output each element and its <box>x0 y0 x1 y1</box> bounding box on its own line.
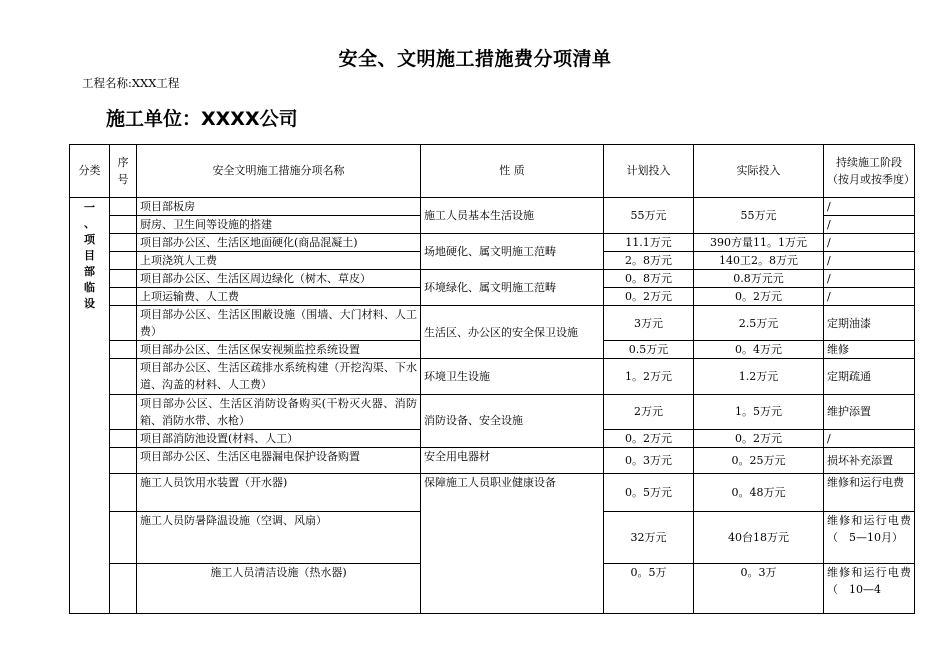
planned-cell: 32万元 <box>604 511 694 563</box>
seq-cell <box>110 288 137 306</box>
name-cell: 上项浇筑人工费 <box>137 252 421 270</box>
name-cell: 项目部办公区、生活区保安视频监控系统设置 <box>137 341 421 359</box>
stage-cell: 定期疏通 <box>824 359 915 394</box>
project-name: 工程名称:XXX工程 <box>82 76 180 90</box>
header-category: 分类 <box>70 145 110 198</box>
measures-table <box>69 144 922 614</box>
actual-cell: 0。4万元 <box>694 341 824 359</box>
stage-cell: 维护添置 <box>824 394 915 429</box>
name-cell: 项目部办公区、生活区围蔽设施（围墙、大门材料、人工费） <box>137 306 421 341</box>
stage-cell: / <box>824 252 915 270</box>
seq-cell <box>110 252 137 270</box>
nature-cell: 安全用电器材 <box>421 447 604 473</box>
stage-cell: 损坏补充添置 <box>824 447 915 473</box>
nature-cell: 保障施工人员职业健康设备 <box>421 473 604 613</box>
category-cell <box>70 198 110 614</box>
name-cell: 项目部办公区、生活区周边绿化（树木、草皮） <box>137 270 421 288</box>
contractor-name: 施工单位：XXXX公司 <box>106 108 298 130</box>
table-header-row <box>70 145 915 198</box>
name-cell: 施工人员防暑降温设施（空调、风扇） <box>137 511 421 563</box>
nature-cell: 施工人员基本生活设施 <box>421 198 604 234</box>
nature-cell: 消防设备、安全设施 <box>421 394 604 447</box>
name-cell: 项目部办公区、生活区地面硬化(商品混凝土) <box>137 234 421 252</box>
header-stage: 持续施工阶段（按月或按季度） <box>824 145 915 198</box>
seq-cell <box>110 234 137 252</box>
stage-cell: / <box>824 234 915 252</box>
planned-cell: 0.5万元 <box>604 341 694 359</box>
planned-cell: 0。2万元 <box>604 288 694 306</box>
seq-cell <box>110 341 137 359</box>
header-actual: 实际投入 <box>694 145 824 198</box>
name-cell: 项目部办公区、生活区消防设备购买(干粉灭火器、消防箱、消防水带、水枪） <box>137 394 421 429</box>
table-row <box>70 234 915 252</box>
planned-cell: 3万元 <box>604 306 694 341</box>
category-char: 部 <box>84 264 95 278</box>
planned-cell: 2。8万元 <box>604 252 694 270</box>
table-row <box>70 394 915 429</box>
stage-cell: / <box>824 288 915 306</box>
table-row <box>70 306 915 341</box>
seq-cell <box>110 359 137 394</box>
header-nature: 性 质 <box>421 145 604 198</box>
planned-cell: 11.1万元 <box>604 234 694 252</box>
name-cell: 施工人员饮用水装置（开水器) <box>137 473 421 511</box>
actual-cell: 390方量11。1万元 <box>694 234 824 252</box>
seq-cell <box>110 198 137 216</box>
actual-cell: 1.2万元 <box>694 359 824 394</box>
stage-cell: 维修和运行电费 （ 5—10月） <box>824 511 915 563</box>
planned-cell: 2万元 <box>604 394 694 429</box>
planned-cell: 0。2万元 <box>604 429 694 447</box>
planned-cell: 0。5万 <box>604 563 694 613</box>
actual-cell: 55万元 <box>694 198 824 234</box>
name-cell: 项目部办公区、生活区疏排水系统构建（开挖沟渠、下水道、沟盖的材料、人工费） <box>137 359 421 394</box>
stage-cell: 维修 <box>824 341 915 359</box>
seq-cell <box>110 216 137 234</box>
actual-cell: 40台18万元 <box>694 511 824 563</box>
name-cell: 厨房、卫生间等设施的搭建 <box>137 216 421 234</box>
actual-cell: 0。25万元 <box>694 447 824 473</box>
stage-cell: 定期油漆 <box>824 306 915 341</box>
name-cell: 施工人员清洁设施（热水器) <box>137 563 421 613</box>
actual-cell: 140工2。8万元 <box>694 252 824 270</box>
planned-cell: 0。8万元 <box>604 270 694 288</box>
table-row <box>70 447 915 473</box>
category-char: 一 <box>84 201 95 214</box>
nature-cell: 场地硬化、属文明施工范畴 <box>421 234 604 270</box>
stage-cell: / <box>824 270 915 288</box>
nature-cell: 生活区、办公区的安全保卫设施 <box>421 306 604 359</box>
nature-cell: 环境绿化、属文明施工范畴 <box>421 270 604 306</box>
table-row <box>70 473 915 511</box>
stage-cell: 维修和运行电费 <box>824 473 915 511</box>
planned-cell: 55万元 <box>604 198 694 234</box>
actual-cell: 0。2万元 <box>694 429 824 447</box>
stage-cell: 维修和运行电费 （ 10—4 <box>824 563 915 613</box>
category-char: 临 <box>84 280 95 294</box>
category-char: 、 <box>84 216 95 230</box>
seq-cell <box>110 429 137 447</box>
name-cell: 上项运输费、人工费 <box>137 288 421 306</box>
header-planned: 计划投入 <box>604 145 694 198</box>
stage-cell: / <box>824 198 915 216</box>
seq-cell <box>110 394 137 429</box>
stage-cell: / <box>824 216 915 234</box>
name-cell: 项目部板房 <box>137 198 421 216</box>
table-row <box>70 270 915 288</box>
category-char: 设 <box>84 296 95 310</box>
category-char: 目 <box>84 248 95 262</box>
table-row <box>70 359 915 394</box>
category-char: 项 <box>84 232 95 246</box>
nature-cell: 环境卫生设施 <box>421 359 604 394</box>
actual-cell: 0。48万元 <box>694 473 824 511</box>
name-cell: 项目部消防池设置(材料、人工） <box>137 429 421 447</box>
actual-cell: 0。3万 <box>694 563 824 613</box>
planned-cell: 0。3万元 <box>604 447 694 473</box>
header-name: 安全文明施工措施分项名称 <box>137 145 421 198</box>
header-seq: 序号 <box>110 145 137 198</box>
seq-cell <box>110 306 137 341</box>
seq-cell <box>110 447 137 473</box>
actual-cell: 1。5万元 <box>694 394 824 429</box>
actual-cell: 2.5万元 <box>694 306 824 341</box>
table-row <box>70 198 915 216</box>
seq-cell <box>110 473 137 511</box>
seq-cell <box>110 511 137 563</box>
seq-cell <box>110 270 137 288</box>
actual-cell: 0。2万元 <box>694 288 824 306</box>
actual-cell: 0.8万元元 <box>694 270 824 288</box>
page-title: 安全、文明施工措施费分项清单 <box>338 48 612 70</box>
stage-cell: / <box>824 429 915 447</box>
planned-cell: 1。2万元 <box>604 359 694 394</box>
name-cell: 项目部办公区、生活区电器漏电保护设备购置 <box>137 447 421 473</box>
planned-cell: 0。5万元 <box>604 473 694 511</box>
seq-cell <box>110 563 137 613</box>
